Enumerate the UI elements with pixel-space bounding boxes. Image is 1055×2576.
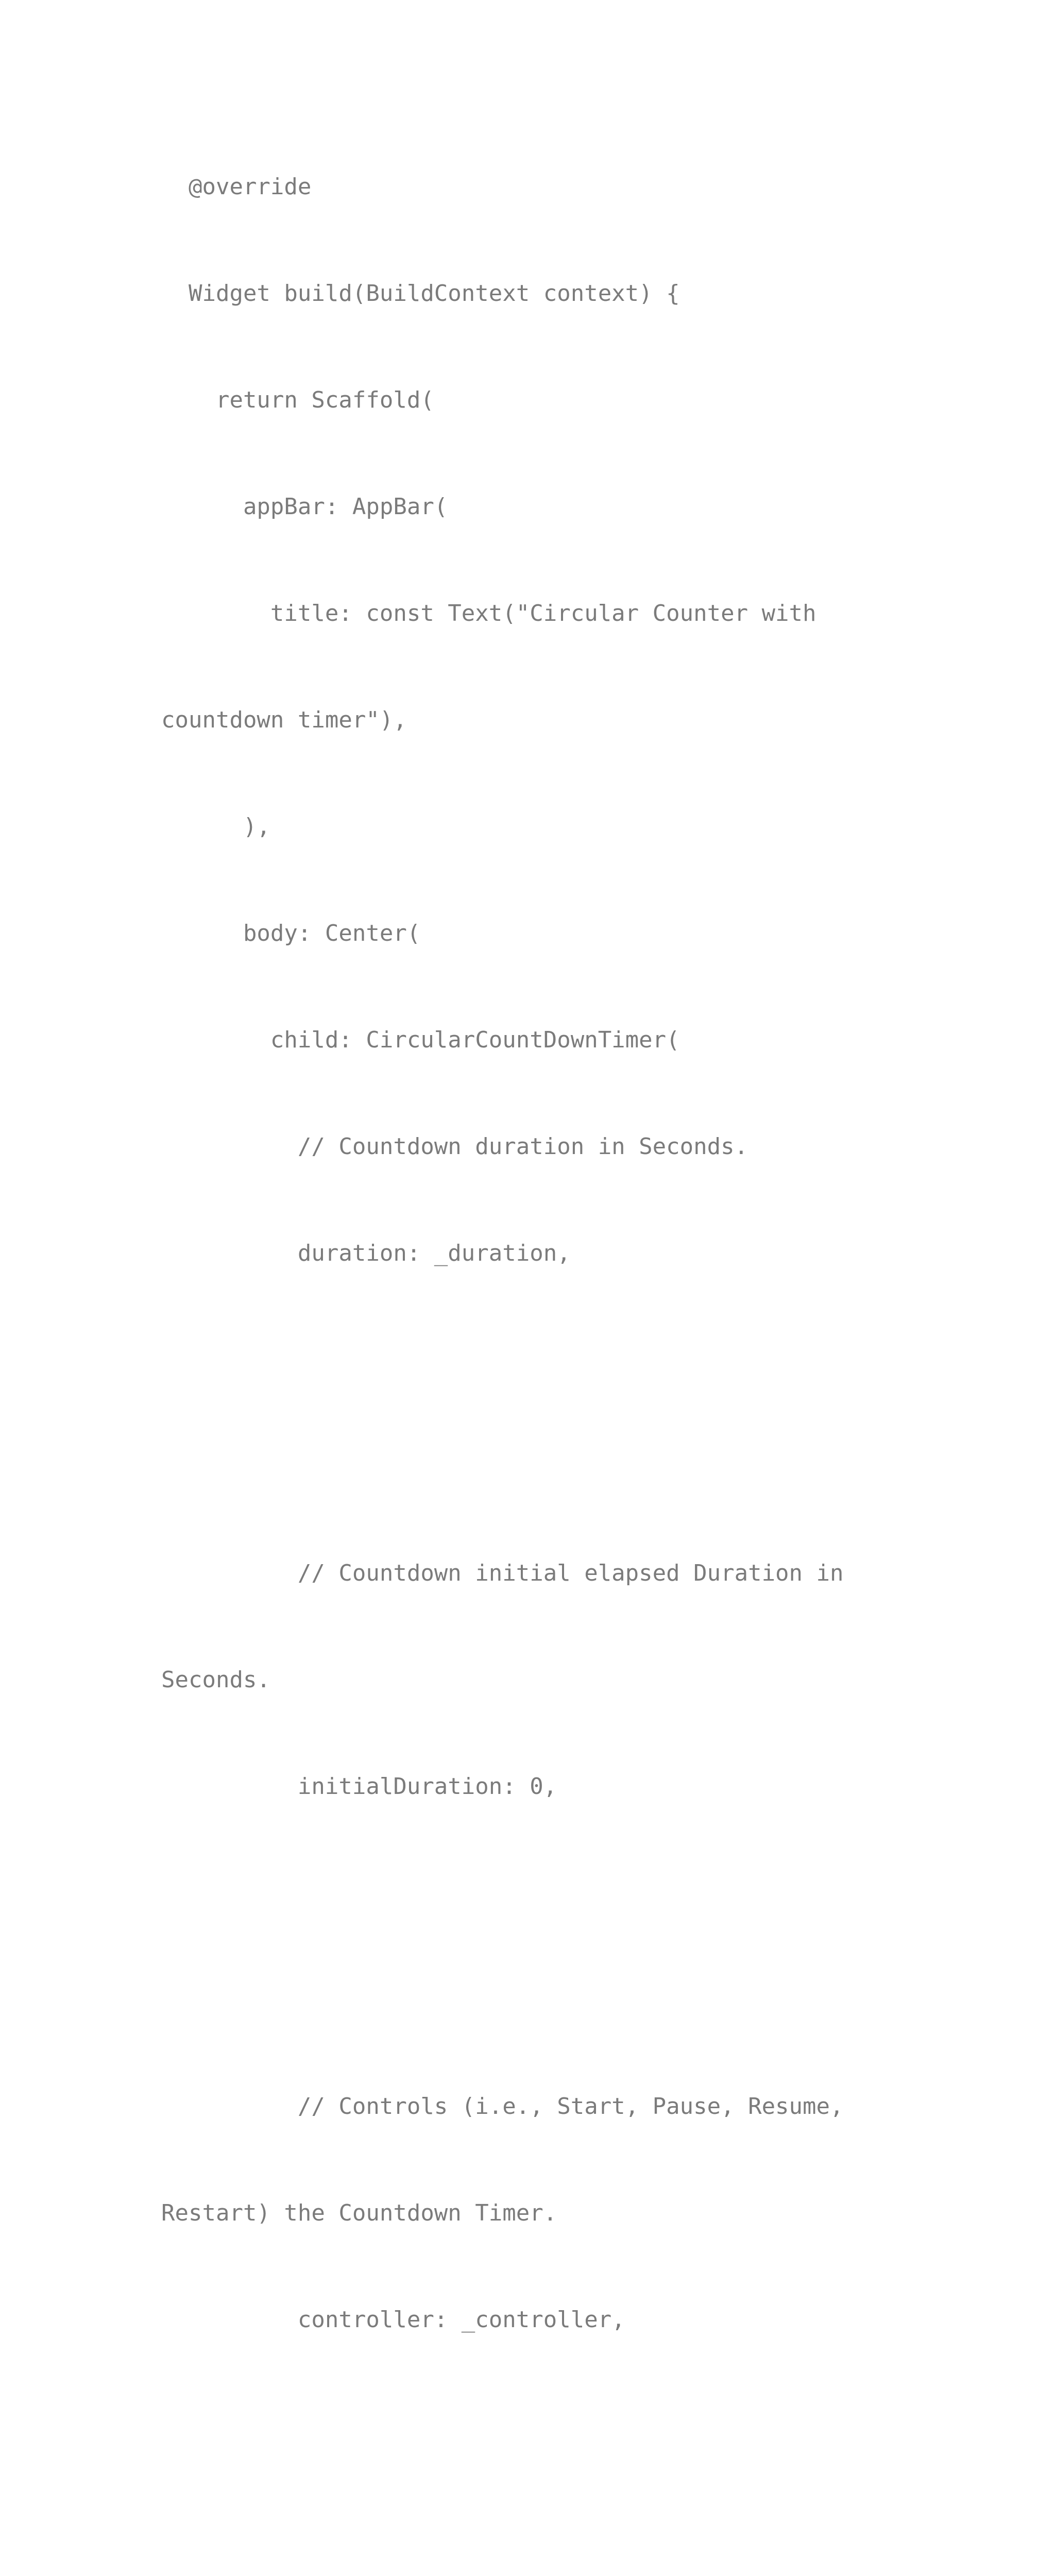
code-line: Widget build(BuildContext context) { bbox=[161, 280, 680, 307]
code-line: // Controls (i.e., Start, Pause, Resume, bbox=[161, 2093, 844, 2120]
code-line: return Scaffold( bbox=[161, 387, 434, 413]
code-line: countdown timer"), bbox=[161, 707, 407, 733]
blank-line bbox=[161, 1982, 996, 2018]
blank-line bbox=[161, 2515, 996, 2551]
code-line: Restart) the Countdown Timer. bbox=[161, 2200, 557, 2226]
code-line: // Countdown duration in Seconds. bbox=[161, 1133, 748, 1160]
blank-line bbox=[161, 1875, 996, 1911]
code-line: duration: _duration, bbox=[161, 1240, 571, 1266]
code-line: Seconds. bbox=[161, 1667, 270, 1693]
blank-line bbox=[161, 2409, 996, 2444]
blank-line bbox=[161, 1449, 996, 1484]
code-line: controller: _controller, bbox=[161, 2307, 625, 2333]
blank-line bbox=[161, 1342, 996, 1378]
code-line: body: Center( bbox=[161, 920, 421, 946]
code-line: ), bbox=[161, 814, 270, 840]
code-line: child: CircularCountDownTimer( bbox=[161, 1027, 680, 1053]
code-line: // Countdown initial elapsed Duration in bbox=[161, 1560, 844, 1586]
code-line: initialDuration: 0, bbox=[161, 1773, 557, 1800]
code-line: title: const Text("Circular Counter with bbox=[161, 600, 816, 626]
code-block bbox=[161, 98, 996, 2576]
code-line: @override bbox=[161, 174, 312, 200]
code-line: appBar: AppBar( bbox=[161, 494, 448, 520]
